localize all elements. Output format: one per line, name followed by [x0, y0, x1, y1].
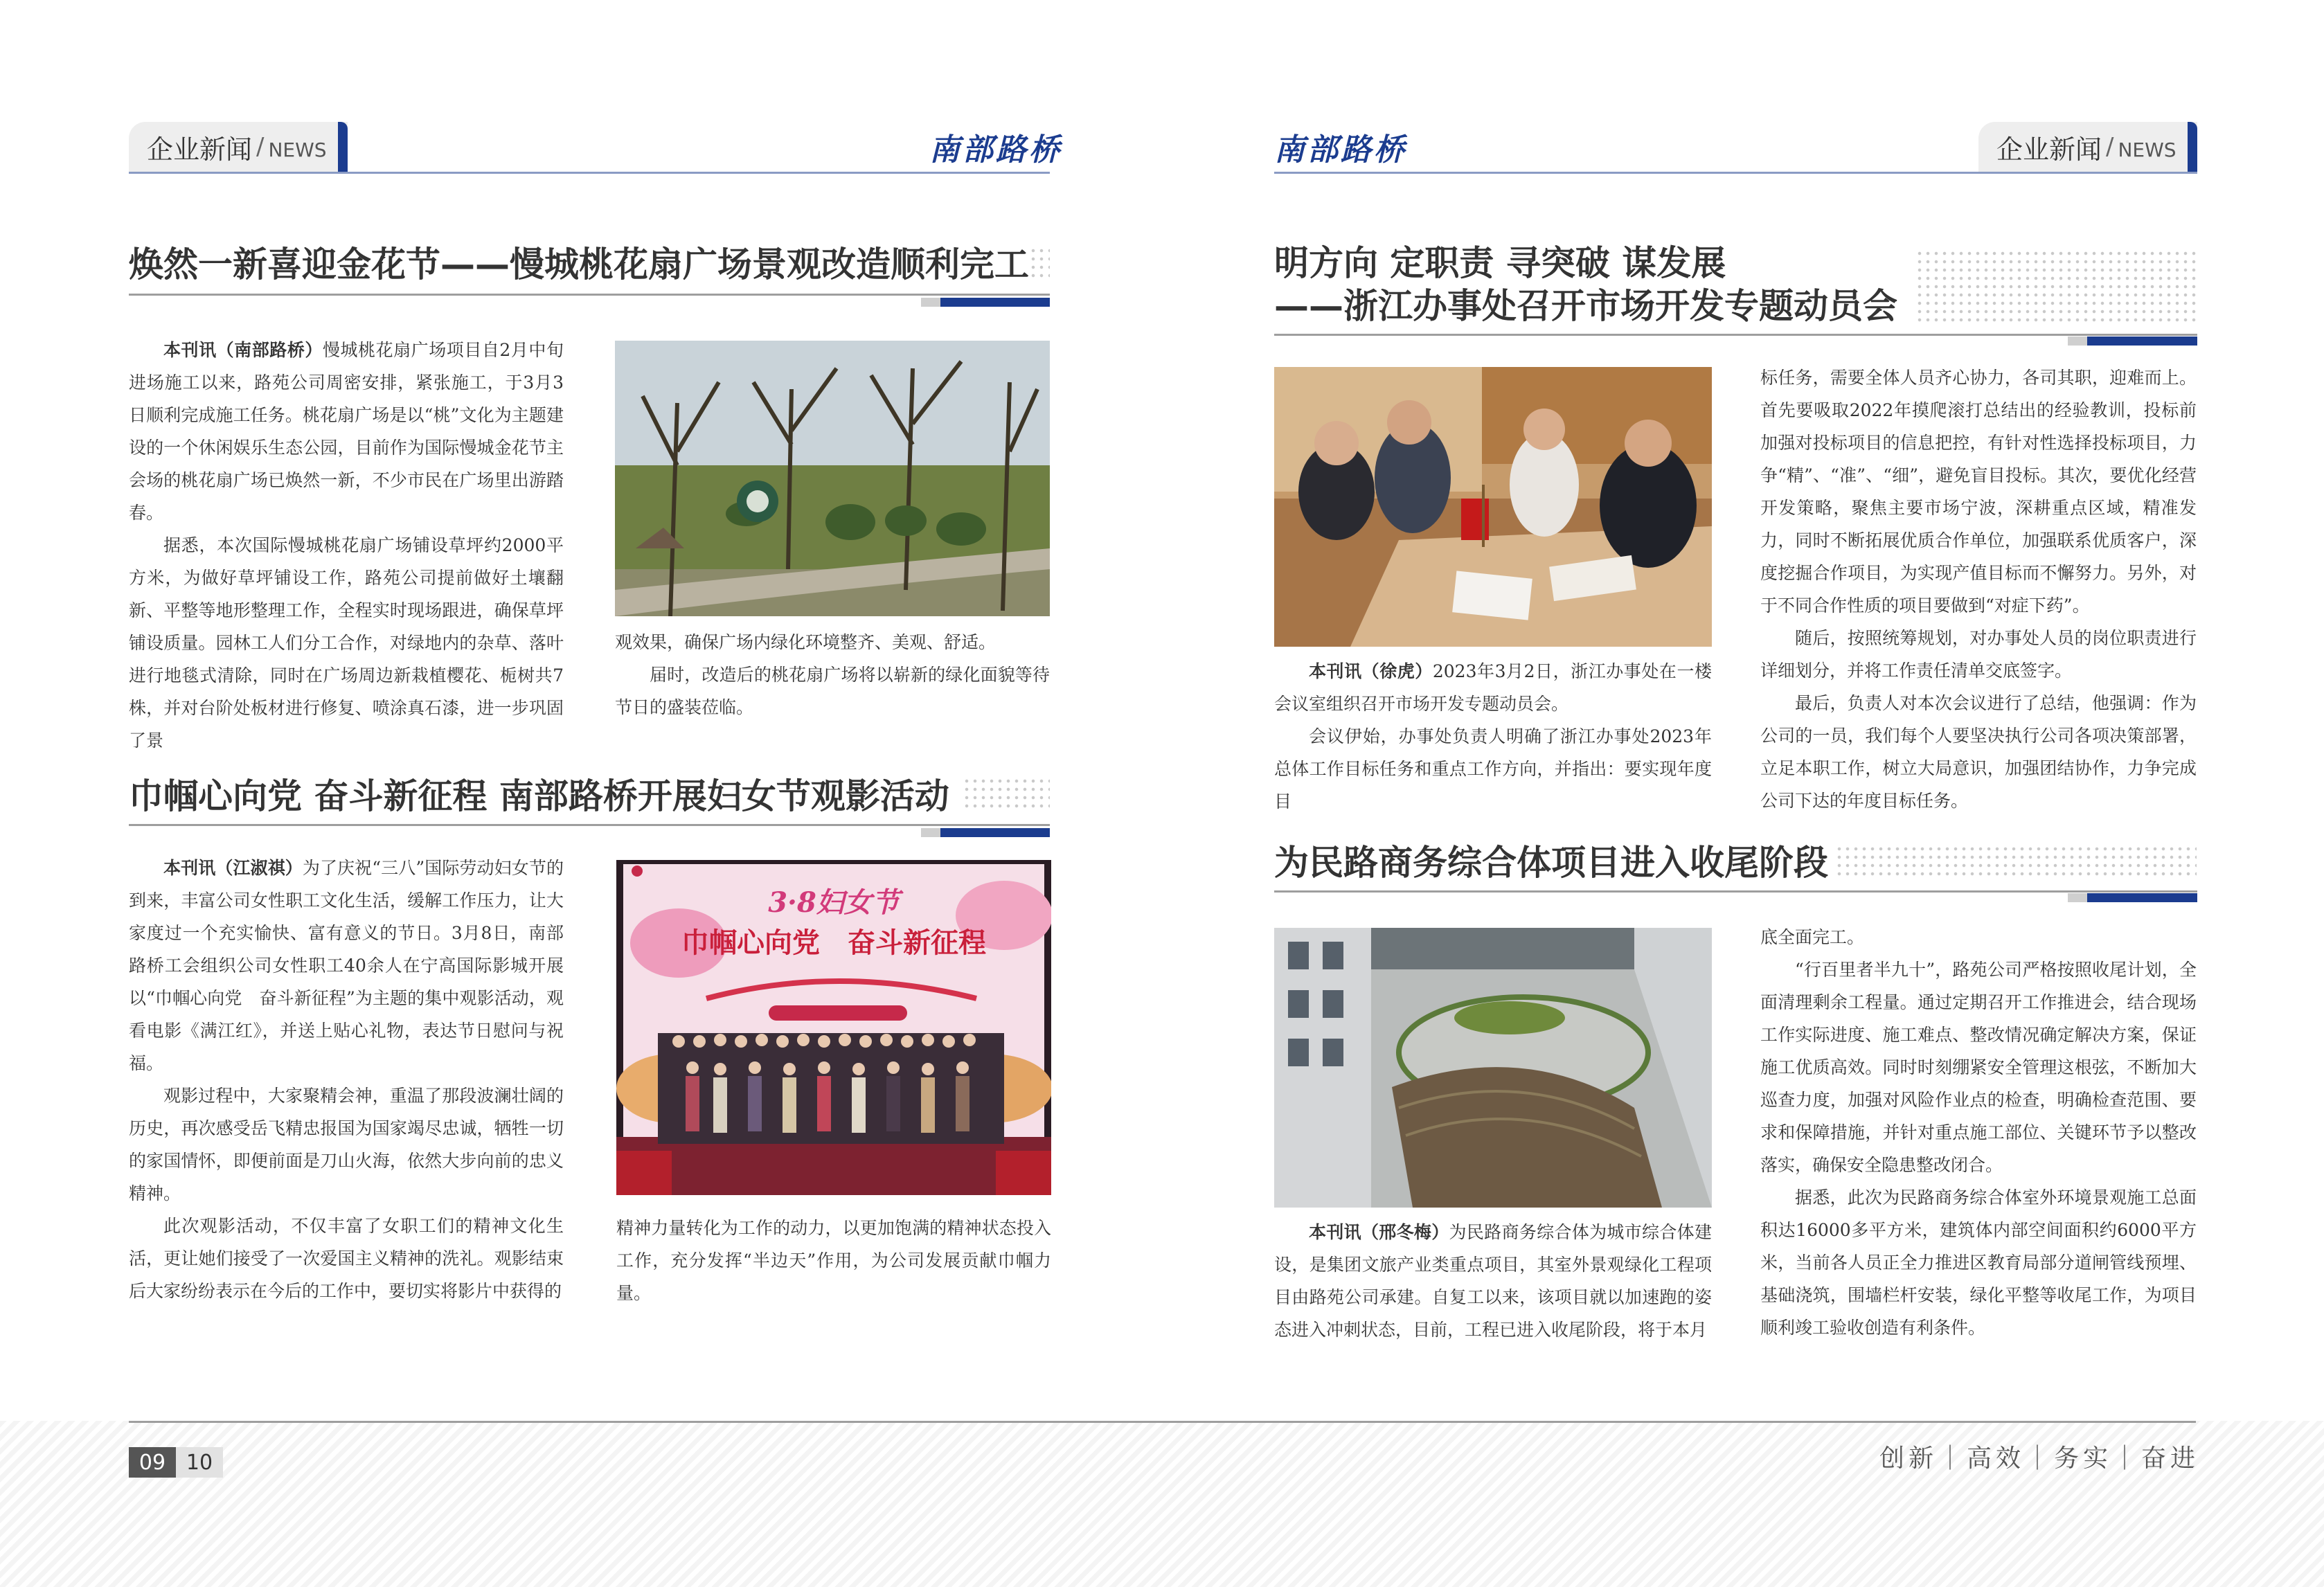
- article4-byline: 本刊讯（邢冬梅）: [1309, 1222, 1449, 1242]
- section-title-en: NEWS: [268, 138, 327, 161]
- headline-rule-blue-accent: [940, 298, 1050, 307]
- article1-para3: 届时，改造后的桃花扇广场将以崭新的绿化面貌等待节日的盛装莅临。: [615, 665, 1050, 717]
- article3-text-col2: [1760, 361, 2197, 817]
- footer-rule: [129, 1421, 2196, 1423]
- article4-para1-continued: 底全面完工。: [1760, 927, 1865, 947]
- photo-weimin-road-complex: [1274, 928, 1712, 1208]
- page-number-left: 09: [129, 1447, 176, 1478]
- headline-rule-grey-accent: [921, 828, 940, 837]
- headline-rule-grey-accent: [921, 298, 940, 307]
- article2-headline: 巾帼心向党 奋斗新征程 南部路桥开展妇女节观影活动: [129, 776, 949, 816]
- photo-zhejiang-office-meeting: [1274, 367, 1712, 647]
- article1-byline: 本刊讯（南部路桥）: [163, 340, 323, 360]
- headline-dot-pattern: [1029, 246, 1050, 281]
- tab-accent-bar: [2188, 122, 2197, 172]
- headline-dot-pattern: [963, 777, 1050, 812]
- photo-peach-fan-plaza: [615, 341, 1050, 616]
- headline-rule: [1274, 334, 2197, 336]
- article3-byline: 本刊讯（徐虎）: [1309, 661, 1433, 681]
- article3-para1: 2023年3月2日，浙江办事处在一楼会议室组织召开市场开发专题动员会。: [1274, 661, 1712, 714]
- photo-womens-day-cinema: [616, 860, 1051, 1195]
- headline-rule-grey-accent: [2068, 893, 2087, 902]
- article1-text-col2: [615, 626, 1050, 724]
- article3-para4: 最后，负责人对本次会议进行了总结，他强调：作为公司的一员，我们每个人要坚决执行公司各项决策部署，立足本职工作，树立大局意识，加强团结协作，力争完成公司下达的年度目标任务。: [1760, 693, 2197, 811]
- article4-para2: “行百里者半九十”，路苑公司严格按照收尾计划，全面清理剩余工程量。通过定期召开工作推进会，结合现场工作实际进度、施工难点、整改情况确定解决方案，保证施工优质高效。同时时刻绷紧安全管理这根弦，不断加大巡查力度，加强对风险作业点的检查，明确检查范围、要求和保障措施，并针对重点施工部位、关键环节予以整改落实，确保安全隐患整改闭合。: [1760, 960, 2197, 1175]
- article4-para1: 为民路商务综合体为城市综合体建设，是集团文旅产业类重点项目，其室外景观绿化工程项目由路苑公司承建。自复工以来，该项目就以加速跑的姿态进入冲刺状态，目前，工程已进入收尾阶段，将于本月: [1274, 1222, 1712, 1340]
- headline-dot-pattern: [1835, 845, 2197, 879]
- article4-headline: 为民路商务综合体项目进入收尾阶段: [1274, 843, 1828, 883]
- article2-text-col1: [129, 852, 564, 1307]
- section-separator: /: [2106, 133, 2114, 161]
- section-title-cn: 企业新闻: [147, 134, 253, 165]
- headline-rule-grey-accent: [2068, 337, 2087, 346]
- headline-dot-pattern: [1915, 249, 2197, 325]
- header-rule-left: [129, 172, 1050, 174]
- article3-para2-continued: 标任务，需要全体人员齐心协力，各司其职，迎难而上。首先要吸取2022年摸爬滚打总结出的经验教训，投标前加强对投标项目的信息把控，有针对性选择投标项目，力争“精”、“准”、“细”，避免盲目投标。其次，要优化经营开发策略，聚焦主要市场宁波，深耕重点区域，精准发力，同时不断拓展优质合作单位，加强联系优质客户，深度挖掘合作项目，为实现产值目标而不懈努力。另外，对于不同合作性质的项目要做到“对症下药”。: [1760, 368, 2197, 616]
- screen-theme-slogan: 巾帼心向党 奋斗新征程: [681, 927, 986, 959]
- article2-para3-continued: 精神力量转化为工作的动力，以更加饱满的精神状态投入工作，充分发挥“半边天”作用，为公司发展贡献巾帼力量。: [616, 1218, 1051, 1303]
- article2-text-col2: [616, 1212, 1051, 1309]
- article3-para2: 会议伊始，办事处负责人明确了浙江办事处2023年总体工作目标任务和重点工作方向，并指出：要实现年度目: [1274, 726, 1712, 812]
- article2-para2: 观影过程中，大家聚精会神，重温了那段波澜壮阔的历史，再次感受岳飞精忠报国为国家竭尽忠诚，牺牲一切的家国情怀，即便前面是刀山火海，依然大步向前的忠义精神。: [129, 1086, 564, 1203]
- page-number-right: 10: [176, 1447, 223, 1478]
- tab-accent-bar: [338, 122, 348, 172]
- article3-headline-line1: 明方向 定职责 寻突破 谋发展: [1274, 243, 1726, 283]
- section-title-en: NEWS: [2118, 138, 2176, 161]
- header-rule-right: [1274, 172, 2197, 174]
- brand-logo-right: 南部路桥: [1274, 132, 1407, 168]
- article1-text-col1: [129, 334, 564, 757]
- headline-rule: [129, 824, 1050, 826]
- section-tab-left: [129, 122, 348, 172]
- headline-rule-blue-accent: [2087, 337, 2197, 346]
- article2-para3: 此次观影活动，不仅丰富了女职工们的精神文化生活，更让她们接受了一次爱国主义精神的洗礼。观影结束后大家纷纷表示在今后的工作中，要切实将影片中获得的: [129, 1216, 564, 1301]
- headline-rule-blue-accent: [2087, 893, 2197, 902]
- article1-para1: 慢城桃花扇广场项目自2月中旬进场施工以来，路苑公司周密安排，紧张施工，于3月3日顺利完成施工任务。桃花扇广场是以“桃”文化为主题建设的一个休闲娱乐生态公园，目前作为国际慢城金花节主会场的桃花扇广场已焕然一新，不少市民在广场里出游踏春。: [129, 340, 564, 523]
- article4-para3: 据悉，此次为民路商务综合体室外环境景观施工总面积达16000多平方米，建筑体内部空间面积约6000平方米，当前各人员正全力推进区教育局部分道闸管线预埋、基础浇筑，围墙栏杆安装，绿化平整等收尾工作，为项目顺利竣工验收创造有利条件。: [1760, 1187, 2197, 1338]
- article1-para2-continued: 观效果，确保广场内绿化环境整齐、美观、舒适。: [615, 632, 996, 652]
- article1-headline: 焕然一新喜迎金花节——慢城桃花扇广场景观改造顺利完工: [129, 244, 1029, 285]
- section-tab-right: [1978, 122, 2197, 172]
- article1-para2: 据悉，本次国际慢城桃花扇广场铺设草坪约2000平方米，为做好草坪铺设工作，路苑公司提前做好土壤翻新、平整等地形整理工作，全程实时现场跟进，确保草坪铺设质量。园林工人们分工合作，对绿地内的杂草、落叶进行地毯式清除，同时在广场周边新栽植樱花、栀树共7株，并对台阶处板材进行修复、喷涂真石漆，进一步巩固了景: [129, 535, 564, 751]
- section-separator: /: [256, 133, 265, 161]
- brand-logo-left: 南部路桥: [929, 132, 1062, 168]
- screen-festival-title: 3·8妇女节: [768, 886, 900, 919]
- article2-para1: 为了庆祝“三八”国际劳动妇女节的到来，丰富公司女性职工文化生活，缓解工作压力，让大家度过一个充实愉快、富有意义的节日。3月8日，南部路桥工会组织公司女性职工40余人在宁高国际影城开展以“巾帼心向党 奋斗新征程”为主题的集中观影活动，观看电影《满江红》，并送上贴心礼物，表达节日慰问与祝福。: [129, 858, 564, 1073]
- footer-slogan: 创新｜高效｜务实｜奋进: [1879, 1444, 2199, 1473]
- headline-rule-blue-accent: [940, 828, 1050, 837]
- article3-para3: 随后，按照统筹规划，对办事处人员的岗位职责进行详细划分，并将工作责任清单交底签字。: [1760, 628, 2197, 681]
- section-title-cn: 企业新闻: [1996, 134, 2102, 165]
- article2-byline: 本刊讯（江淑祺）: [163, 858, 303, 878]
- article4-text-col2: [1760, 921, 2197, 1344]
- article3-text-col1: [1274, 655, 1712, 818]
- article3-headline-line2: ——浙江办事处召开市场开发专题动员会: [1274, 286, 1897, 326]
- headline-rule: [129, 294, 1050, 296]
- article4-text-col1: [1274, 1216, 1712, 1346]
- headline-rule: [1274, 890, 2197, 893]
